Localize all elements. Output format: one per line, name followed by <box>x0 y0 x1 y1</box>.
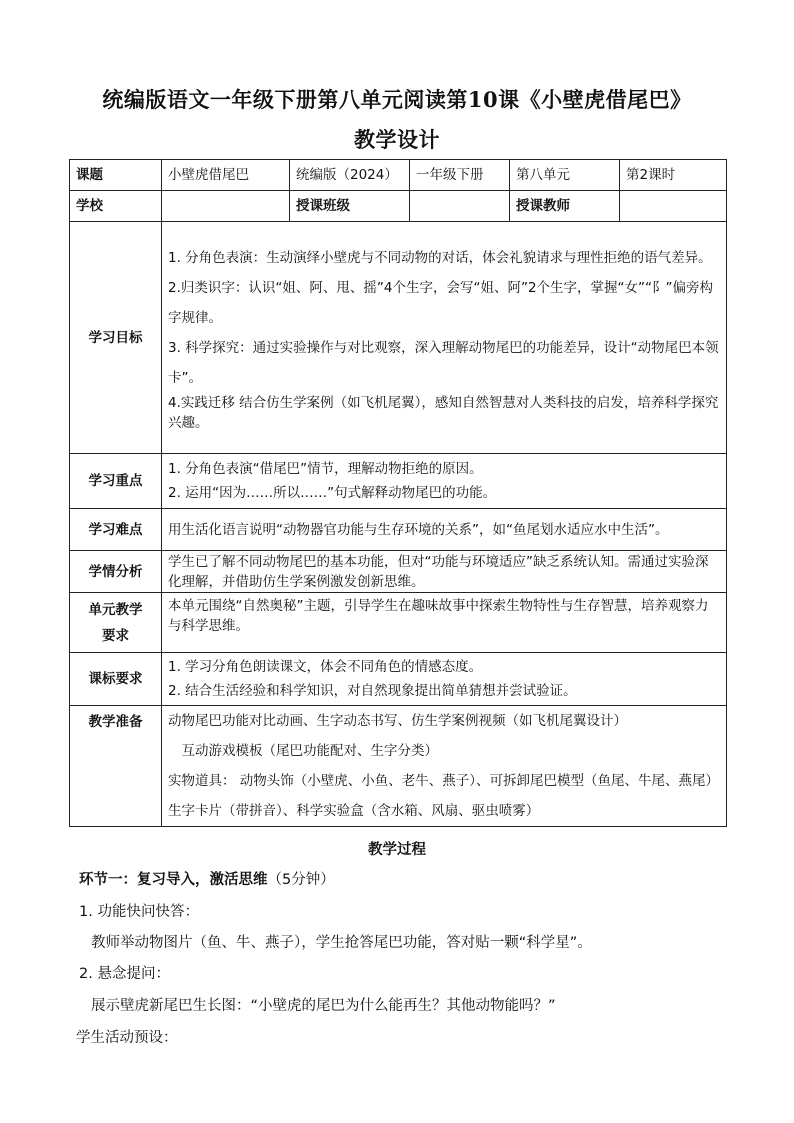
teacher-value <box>620 191 727 222</box>
unit-req-label <box>70 593 162 653</box>
table-row-unit-requirements <box>70 593 727 653</box>
item2-label: 2. 悬念提问： <box>79 966 170 982</box>
edition: 统编版（2024） <box>290 160 410 191</box>
title-line-1: 统编版语文一年级下册第八单元阅读第10课《小壁虎借尾巴》 <box>102 87 692 112</box>
table-row-preparation <box>70 706 727 827</box>
unit-req-content <box>162 593 727 653</box>
step1-time: （5分钟） <box>267 872 335 888</box>
curriculum-content <box>162 653 727 706</box>
teacher-label: 授课教师 <box>510 191 620 222</box>
unit: 第八单元 <box>510 160 620 191</box>
key-point-item: 2. 运用“因为……所以……”句式解释动物尾巴的功能。 <box>168 485 497 501</box>
lesson-plan-table <box>69 159 727 827</box>
table-row-course <box>70 160 727 191</box>
prep-content <box>162 706 727 827</box>
unit-req-label-line1: 单元教学 <box>88 601 143 618</box>
school-value <box>162 191 290 222</box>
process-title: 教学过程 <box>368 841 426 858</box>
curriculum-item: 1. 学习分角色朗读课文，体会不同角色的情感态度。 <box>168 659 483 675</box>
item1-label: 1. 功能快问快答： <box>79 904 199 920</box>
table-row-school <box>70 191 727 222</box>
student-activity-label: 学生活动预设： <box>76 1030 178 1046</box>
document-title <box>40 80 754 160</box>
key-points-label: 学习重点 <box>70 454 162 509</box>
table-row-key-points <box>70 454 727 509</box>
goals-content <box>162 222 727 454</box>
item1-text: 教师举动物图片（鱼、牛、燕子），学生抢答尾巴功能，答对贴一颗“科学星”。 <box>91 935 592 951</box>
prep-item: 实物道具： 动物头饰（小壁虎、小鱼、老牛、燕子）、可拆卸尾巴模型（鱼尾、牛尾、燕尾） 生字卡片（带拼音）、科学实验盒（含水箱、风扇、驱虫喷雾） <box>168 773 726 819</box>
key-points-content <box>162 454 727 509</box>
item2-text: 展示壁虎新尾巴生长图：“小壁虎的尾巴为什么能再生？其他动物能吗？” <box>91 998 556 1014</box>
school-label: 学校 <box>70 191 162 222</box>
unit-req-text: 本单元围绕“自然奥秘”主题，引导学生在趣味故事中探索生物特性与生存智慧，培养观察力与科学思维。 <box>168 598 709 634</box>
table-row-analysis <box>70 551 727 593</box>
table-row-curriculum <box>70 653 727 706</box>
course-label: 课题 <box>70 160 162 191</box>
table-row-goals <box>70 222 727 454</box>
prep-label: 教学准备 <box>70 706 162 827</box>
course-title: 小壁虎借尾巴 <box>162 160 290 191</box>
goal-item: 1. 分角色表演：生动演绎小壁虎与不同动物的对话，体会礼貌请求与理性拒绝的语气差异。 <box>168 249 712 266</box>
goal-item: 2.归类识字：认识“姐、阿、甩、摇”4个生字，会写“姐、阿”2个生字，掌握“女”“阝”偏旁构字规律。 <box>168 279 714 326</box>
table-row-difficulties <box>70 509 727 551</box>
difficulties-content <box>162 509 727 551</box>
goal-item: 4.实践迁移 结合仿生学案例（如飞机尾翼），感知自然智慧对人类科技的启发，培养科学探究兴趣。 <box>168 394 719 431</box>
analysis-content <box>162 551 727 593</box>
class-value <box>410 191 510 222</box>
curriculum-item: 2. 结合生活经验和科学知识，对自然现象提出简单猜想并尝试验证。 <box>168 683 577 699</box>
goals-label: 学习目标 <box>70 222 162 454</box>
key-point-item: 1. 分角色表演“借尾巴”情节，理解动物拒绝的原因。 <box>168 461 483 477</box>
unit-req-label-line2: 要求 <box>102 627 129 644</box>
lesson-period: 第2课时 <box>620 160 727 191</box>
analysis-label: 学情分析 <box>70 551 162 593</box>
curriculum-label: 课标要求 <box>70 653 162 706</box>
difficulties-text: 用生活化语言说明“动物器官功能与生存环境的关系”，如“鱼尾划水适应水中生活”。 <box>168 521 669 538</box>
step1-heading <box>79 870 769 890</box>
difficulties-label: 学习难点 <box>70 509 162 551</box>
title-line-2: 教学设计 <box>354 127 440 152</box>
prep-item: 动物尾巴功能对比动画、生字动态书写、仿生学案例视频（如飞机尾翼设计） <box>168 713 627 729</box>
class-label: 授课班级 <box>290 191 410 222</box>
grade: 一年级下册 <box>410 160 510 191</box>
analysis-text: 学生已了解不同动物尾巴的基本功能，但对“功能与环境适应”缺乏系统认知。需通过实验深化理解，并借助仿生学案例激发创新思维。 <box>168 553 709 590</box>
goal-item: 3. 科学探究：通过实验操作与对比观察，深入理解动物尾巴的功能差异，设计“动物尾巴本领卡”。 <box>168 339 719 386</box>
step1-heading-text: 环节一：复习导入，激活思维 <box>79 871 268 888</box>
prep-item: 互动游戏模板（尾巴功能配对、生字分类） <box>168 743 438 759</box>
